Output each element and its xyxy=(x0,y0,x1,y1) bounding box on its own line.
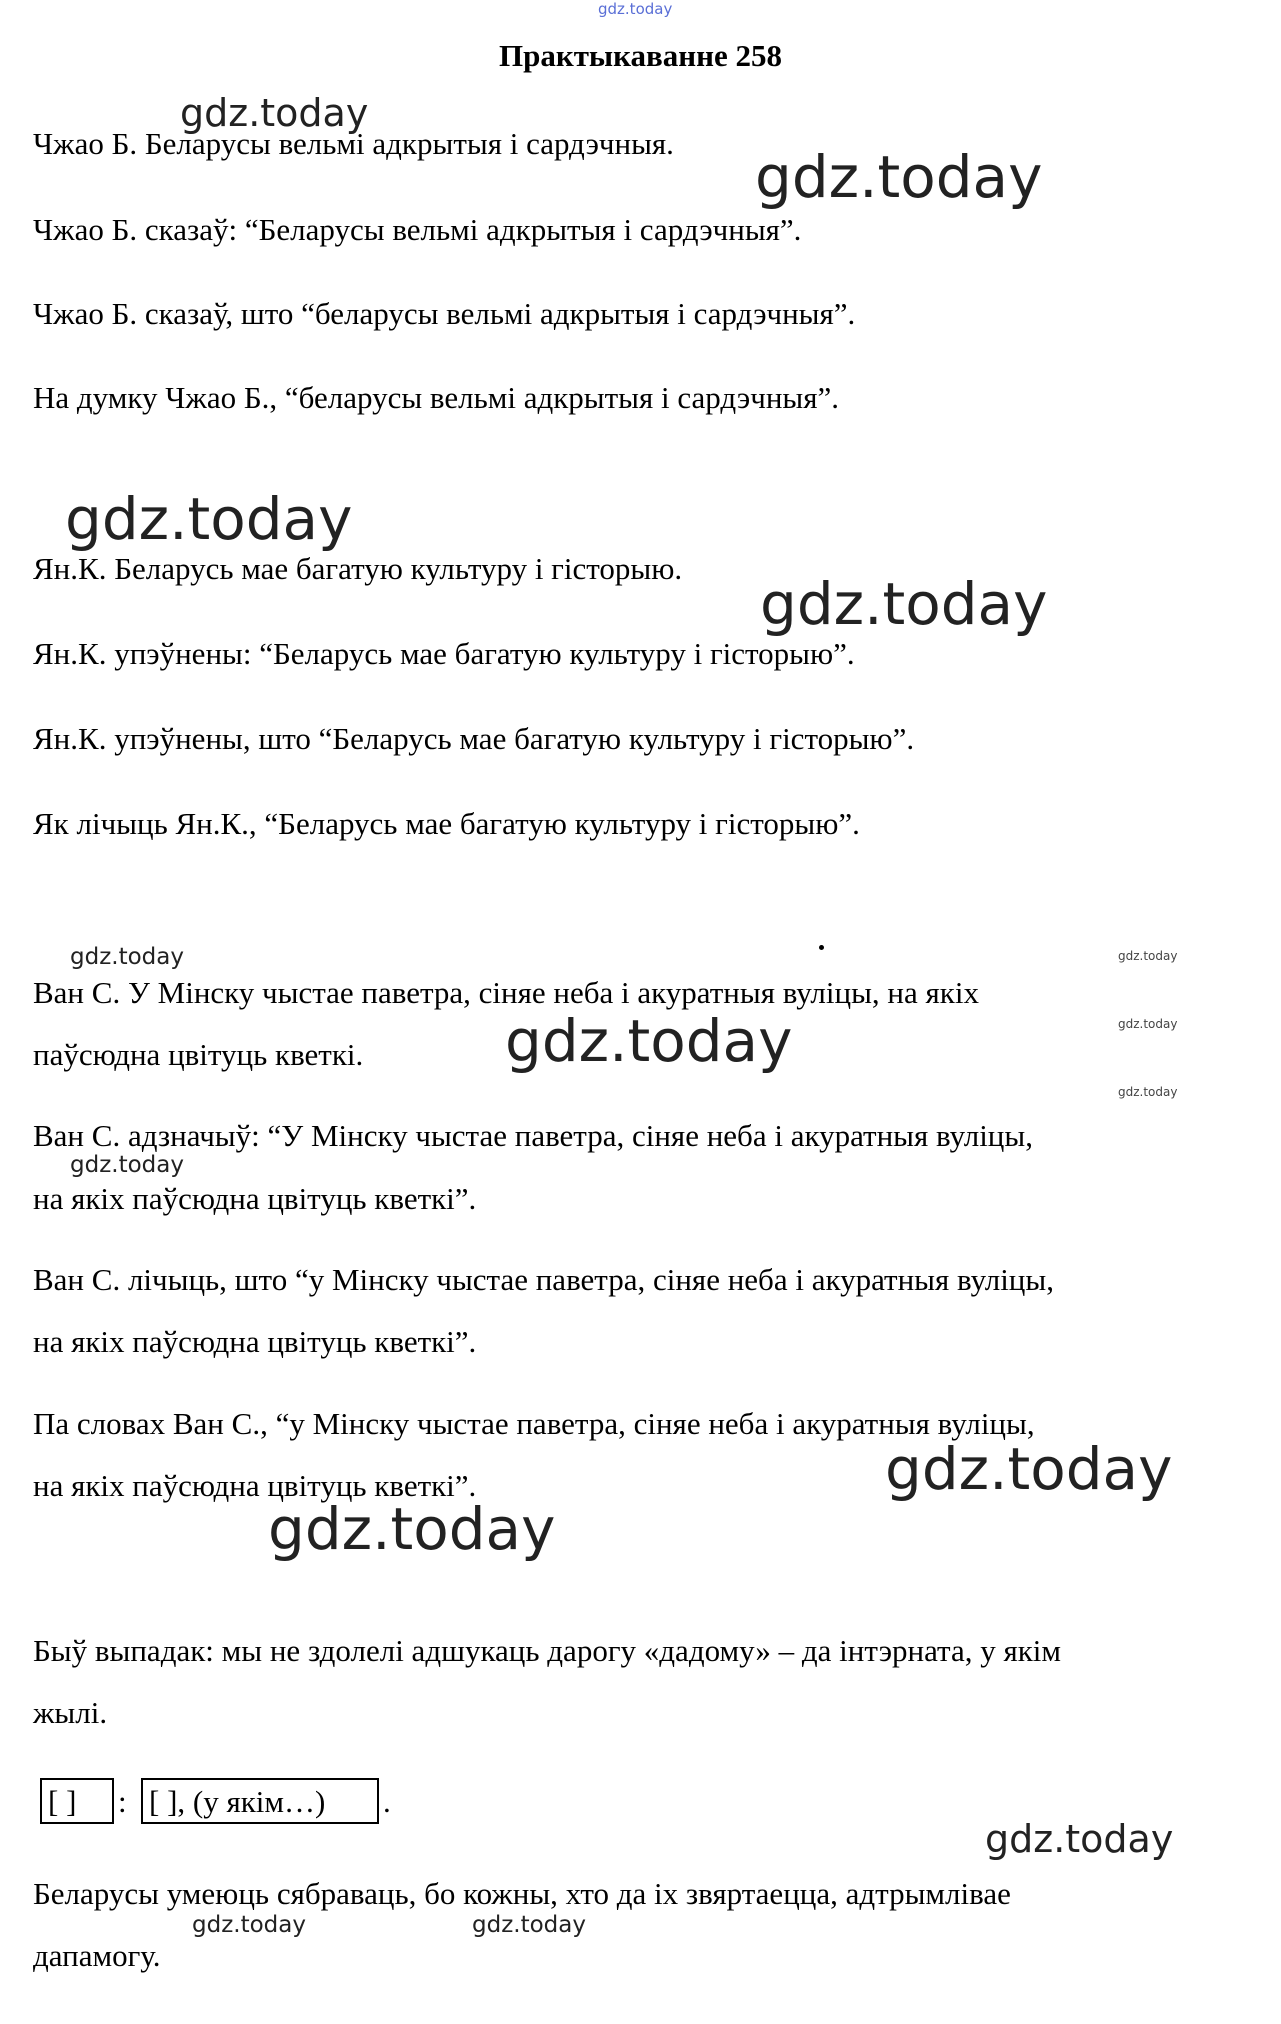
stray-dot xyxy=(819,945,824,950)
sentence: Ян.К. упэўнены, што “Беларусь мае багатую культуру і гісторыю”. xyxy=(33,721,915,756)
sentence: Беларусы умеюць сябраваць, бо кожны, хто да іх звяртаецца, адтрымлівае xyxy=(33,1876,1011,1911)
watermark: gdz.today xyxy=(760,570,1048,638)
sentence: На думку Чжао Б., “беларусы вельмі адкрытыя і сардэчныя”. xyxy=(33,380,839,415)
sentence: Ван С. У Мінску чыстае паветра, сіняе неба і акуратныя вуліцы, на якіх xyxy=(33,975,979,1010)
watermark: gdz.today xyxy=(472,1912,586,1938)
sentence: Чжао Б. сказаў: “Беларусы вельмі адкрытыя і сардэчныя”. xyxy=(33,212,802,247)
watermark: gdz.today xyxy=(268,1495,556,1563)
scheme-end: . xyxy=(383,1784,391,1819)
watermark: gdz.today xyxy=(65,485,353,553)
watermark: gdz.today xyxy=(192,1912,306,1938)
watermark: gdz.today xyxy=(505,1007,793,1075)
sentence: на якіх паўсюдна цвітуць кветкі”. xyxy=(33,1324,477,1359)
watermark: gdz.today xyxy=(1118,1017,1178,1031)
sentence: паўсюдна цвітуць кветкі. xyxy=(33,1037,364,1072)
watermark: gdz.today xyxy=(70,1152,184,1178)
watermark: gdz.today xyxy=(1118,949,1178,963)
sentence: Чжао Б. сказаў, што “беларусы вельмі адкрытыя і сардэчныя”. xyxy=(33,296,856,331)
sentence: Як лічыць Ян.К., “Беларусь мае багатую культуру і гісторыю”. xyxy=(33,806,860,841)
sentence: на якіх паўсюдна цвітуць кветкі”. xyxy=(33,1468,477,1503)
watermark: gdz.today xyxy=(598,0,673,18)
sentence: Чжао Б. Беларусы вельмі адкрытыя і сардэчныя. xyxy=(33,126,674,161)
watermark: gdz.today xyxy=(755,143,1043,211)
watermark: gdz.today xyxy=(985,1817,1174,1861)
watermark: gdz.today xyxy=(885,1435,1173,1503)
watermark: gdz.today xyxy=(180,91,369,135)
sentence: Ян.К. Беларусь мае багатую культуру і гісторыю. xyxy=(33,551,683,586)
sentence: жылі. xyxy=(33,1695,108,1730)
sentence: Па словах Ван С., “у Мінску чыстае паветра, сіняе неба і акуратныя вуліцы, xyxy=(33,1406,1035,1441)
sentence: Быў выпадак: мы не здолелі адшукаць дарогу «дадому» – да інтэрната, у якім xyxy=(33,1633,1062,1668)
watermark: gdz.today xyxy=(70,944,184,970)
sentence: дапамогу. xyxy=(33,1938,161,1973)
scheme-colon: : xyxy=(118,1784,127,1819)
sentence: на якіх паўсюдна цвітуць кветкі”. xyxy=(33,1181,477,1216)
sentence: Ян.К. упэўнены: “Беларусь мае багатую культуру і гісторыю”. xyxy=(33,636,855,671)
sentence: Ван С. адзначыў: “У Мінску чыстае паветра, сіняе неба і акуратныя вуліцы, xyxy=(33,1118,1033,1153)
watermark: gdz.today xyxy=(1118,1085,1178,1099)
page-title: Практыкаванне 258 xyxy=(498,38,782,73)
scheme-subordinate-clause-box: [ ], (у якім…) xyxy=(141,1778,379,1824)
sentence: Ван С. лічыць, што “у Мінску чыстае паветра, сіняе неба і акуратныя вуліцы, xyxy=(33,1262,1054,1297)
scheme-main-clause-box: [ ] xyxy=(40,1778,114,1824)
